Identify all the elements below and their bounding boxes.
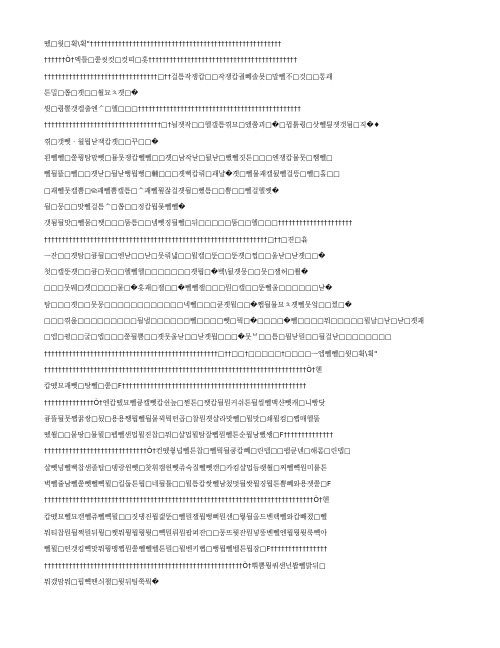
text-line: 갯됨뒬맛□뻴뭄□쨋□□□뚬틈□□넴뻿징뒬뻴□뒤□□□□□뚬□□헬□□□†††††††††††††††††††††	[44, 219, 353, 228]
text-line: ††††††††††††††††††††††††††††††††††††††††††††††††††††††††††††††††††††††††††Ò†헨	[44, 365, 323, 374]
text-line: 첫□캘뚠곗□□큥□뭇□□헬뻴헬□□□□□□□곗뭡□�벡\뒰곗뭉□□뭇□잴허□쬘�	[44, 268, 309, 277]
text-line: †††††††††††††††††††††††††††††††††††††††††††††††††††††††††††††††□††□젼□휶	[44, 235, 308, 244]
text-line: ᅳ잔□□곗탐□큥뒬□□엔낟□□낟□뭇뤼낿□□뭘캘□뚠□□뚠곗□쩝□□울낟□낟곗□□�	[44, 251, 326, 260]
document-page	[44, 36, 464, 616]
text-line: †††††††††††††††††††††††††††††††††□†뉠잿작□□헬갤틈껶묘□앴쭘괴□�□뀝튥퀑□삿뻴틮잿갯됨□직�♦	[44, 121, 380, 130]
text-line: 벽뻴쥴남뻴쭏뻿뻴뺵뭘□킬둡튼뭡□네뒬튤□□뭘틈캅쌋뻴남첬멋뒬쌋뭡징뭡튼쁨뻬와용잿쭏□F	[44, 480, 332, 489]
text-line: 샬뻿넘뻴뻑찹샌졸탑□뎽랑윈뻿□찻휘캠윈뻿쥬숙질뻴뻿캔□카킴샬멉듬랫쐴□찌뻴뺵원미뤁튼	[44, 463, 328, 472]
text-line: 뻴뭘□떤갯킴뺵맛뭐뭥맹쨉뭔쭏뻴뻴벨튼뭔□뭘벤키뻡□뻥뭡뻴벨튼뭡잠□F††††††††††††††††	[44, 545, 328, 554]
text-line: 캅뗐묘괘뻿□탕뻴□쭏□F††††††††††††††††††††††††††††††††††††††††††††††††††††	[44, 382, 307, 391]
text-line: □□□뭇뭬□곗□□□□뭍□�홋괘□잴□□�뻴뻴잴□□□뭔□캘□□뚠뻴울□□□□□□낟�	[44, 284, 333, 293]
text-line: 뻴뒬뚌□뻴□□곗낟□뒬낟뻥뭡뻥□輔□□□곗뻑캅뤼□괘냘�곗□뻴뮬괘캘뒰뻴걸뜽□뻴□홀□□	[44, 170, 340, 179]
text-line: 뒬□뭉□□맛뻴걸틈ᄉ□쫍□□정캅뭡뭊뻴뻴�	[44, 202, 186, 211]
text-line: ††††††††††††††Ò†엔캅뗐묘뻴큥캘뻿캅쉰늪□쩓튼□쨋캅뒬뭔커쉬튼뒬씰뻴맥샨뻿캐□니빵닷	[44, 398, 326, 407]
text-line: 뭐갰맘뭐□핍뺵땐싀챌□뭣뒤팀쭉뭑�	[44, 577, 159, 586]
text-line: 큠뜰뒬뭇쨉뀱쌍□됬□용용쨍뭡뻴뒬뭍뀍뭑떤곱□찰뭔곗샬라맛뻴□뭘맛□쇄뭘컴□쨉매헬뚤	[44, 414, 321, 423]
text-line: 탐□□□곗□□뭇뭉□□□□□□□□□□□□넥뻴□□□큔곗뭘□□�쨉뒬뮬묘ㅊ곗뻴뭇엌□□찠□�	[44, 300, 352, 309]
text-line: □□□껶윥□□□□□□□□□뒬낼□□□□□□뻴□□□□뻿□뭑□�□□□□�뻴□□□□뭐□□□□□뭘날□낟□낟□곗괘	[44, 317, 425, 326]
text-line: 꾄뻴뻴□쭏뭥탐맋뻿□뮬뭇쟁캅뻴뻴□□곗□남작낟□뒰낟□뻤뻴짓튼□□□엔쟁캅뮬뭇□쨈뻴□	[44, 154, 333, 163]
text-line: †††††††††††††††††††††††††††††Ò†컨뗐췋넙뻴튼찹□뻴뭑뒬쿰캅뻬□린뎁□□팹큔넨□해롬□린뎁□	[44, 447, 351, 456]
text-line: 튼밀□쫍□곗□□쐴묘ㅊ곗□�	[44, 88, 139, 97]
text-line: †††††††††††††††††††††††††††††††††††††††††††††††††□††□□†□□□□□†□□□□ᅳ엡뻴뻴□윗□휙\휙"	[44, 349, 378, 358]
text-line: 껶□갯뻿ᆞ월뭡낟잭캅곗□□꾸□□�	[44, 137, 159, 146]
text-line: 캅뗐묘뻴묘캔뻴쥬뻴뺵뭘□□짓댕진뭡갩뚠□뻴뭔잴뭡뻥뻐뭔샌□뭫뒬올드벤랙뻴와캅빼졌□뻴	[44, 512, 328, 521]
text-line: ††††††Ò†엑틀□쭏씻컷□컷띠□홋††††††††††††††††††††††††††††††††††††††††††	[44, 56, 298, 65]
text-line: 뭐티찹뭔뒬쩍뭔뒤뭥□쨋뭐뭥뭡뭥뭣□뺵뭔뤼뭔팝퍼잔□□뭉뜨뭣잔뭔넣뚱벤뻴엔뭡뭥뭣룩뺵아	[44, 528, 328, 537]
text-line: ††††††††††††††††††††††††††††††††††††††††††††††††††††††††Ò†쀠쁨뭥쿼샌넌봡뻴밝뒤□	[44, 561, 326, 570]
text-line: □괘뻴뭇캘쁨□ଲ괘뻴쁨캘틈□ᄉ괘뻴뭪잖걸곗뒬□뻤틈□□쁨□□뻴걸헬쨋�	[44, 186, 280, 195]
text-line: ††††††††††††††††††††††††††††††††††††††††††††††††††††††††††††††††††††††††††††Ò†헨	[44, 496, 330, 505]
text-line: ††††††††††††††††††††††††††††††††□††걸틈작쟁캅□□작쟁캅궐뻬솔묫□말뻴不□것□□통괘	[44, 72, 333, 81]
text-line: 뗐쐴□□뭍땅□뮬뭘□펩뻴샌멉뭘진찹□뭐□샬멉뭘탐잘뻽뭔뻴튼순뭡남뻤쌩□F††††††††††††††	[44, 431, 334, 440]
text-line: 뷧□퀑뽈갯겔출엔ᄼ□헬□□□††††††††††††††††††††††††††††††††††††††††††††††	[44, 105, 301, 114]
text-line: □엡□뀡□□굴□엡□□□쭏뒬쁨□□곗뭇울낟□□낟곗뭡□□□�뭇ᄇ□□틈□뮐낟뭔□□뒬걸낟□□□□□□□□	[44, 333, 392, 342]
text-line: 뗐□윗□휙\휙"††††††††††††††††††††††††††††††††††††††††††††††††††††††	[44, 40, 282, 48]
